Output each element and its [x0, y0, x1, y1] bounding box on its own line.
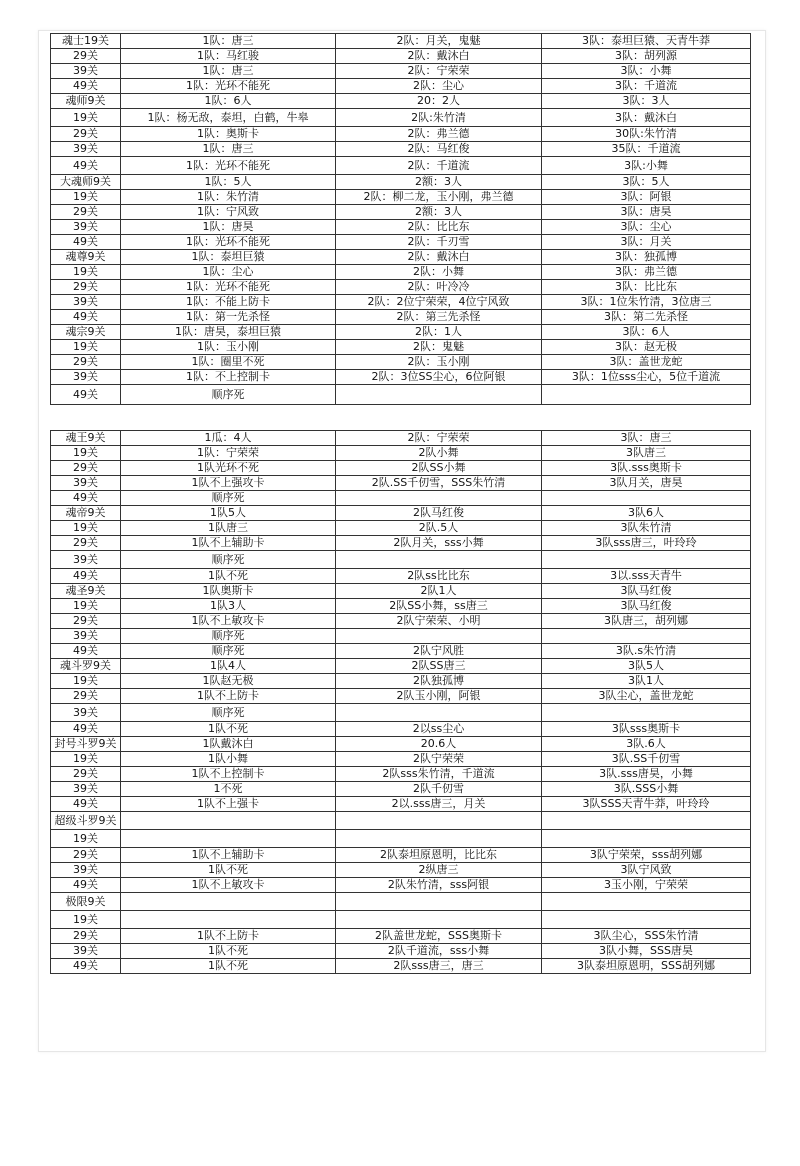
- team3-cell: [542, 704, 751, 722]
- table-row: [51, 944, 751, 959]
- stage-cell: 49关: [51, 310, 121, 325]
- team3-cell: 3以.sss天青牛: [542, 569, 751, 584]
- table-row: [51, 295, 751, 310]
- stage-cell: 49关: [51, 569, 121, 584]
- stage-cell: 49关: [51, 235, 121, 250]
- team3-cell: 3队：1位朱竹清，3位唐三: [542, 295, 751, 310]
- stage-cell: 19关: [51, 674, 121, 689]
- team2-cell: 2队：月关，鬼魅: [336, 34, 542, 49]
- table-row: [51, 959, 751, 974]
- stage-cell: 19关: [51, 265, 121, 280]
- table-row: [51, 34, 751, 49]
- table-row: [51, 569, 751, 584]
- team1-cell: 1队不死: [121, 959, 336, 974]
- team1-cell: 1队3人: [121, 599, 336, 614]
- team2-cell: 2队sss朱竹清，千道流: [336, 767, 542, 782]
- table-row: [51, 446, 751, 461]
- team3-cell: [542, 911, 751, 929]
- team2-cell: 2队：玉小刚: [336, 355, 542, 370]
- team3-cell: 3队.SS千仞雪: [542, 752, 751, 767]
- team1-cell: 1队唐三: [121, 521, 336, 536]
- team1-cell: [121, 911, 336, 929]
- team2-cell: 2队：柳二龙，玉小刚，弗兰德: [336, 190, 542, 205]
- team2-cell: 2队：戴沐白: [336, 250, 542, 265]
- team1-cell: 1队不上敏攻卡: [121, 614, 336, 629]
- team3-cell: 3队：赵无极: [542, 340, 751, 355]
- stage-cell: 39关: [51, 704, 121, 722]
- team3-cell: 3队：胡列源: [542, 49, 751, 64]
- strategy-table: [50, 33, 750, 974]
- table-row: [51, 370, 751, 385]
- team1-cell: 1队不死: [121, 944, 336, 959]
- team2-cell: 2队：千刃雪: [336, 235, 542, 250]
- table-row: [51, 94, 751, 109]
- team3-cell: 3队sss奥斯卡: [542, 722, 751, 737]
- table-row: [51, 491, 751, 506]
- team1-cell: 1队：杨无敌，泰坦，白鹤，牛皋: [121, 109, 336, 127]
- stage-cell: 29关: [51, 767, 121, 782]
- team3-cell: [542, 893, 751, 911]
- team2-cell: 2队马红俊: [336, 506, 542, 521]
- stage-cell: 39关: [51, 220, 121, 235]
- team3-cell: 3队1人: [542, 674, 751, 689]
- team3-cell: 3队：泰坦巨猿、天青牛莽: [542, 34, 751, 49]
- stage-cell: 29关: [51, 205, 121, 220]
- team3-cell: [542, 551, 751, 569]
- table-row: [51, 280, 751, 295]
- table-row: [51, 752, 751, 767]
- team1-cell: 1队不上防卡: [121, 689, 336, 704]
- team1-cell: 1队：6人: [121, 94, 336, 109]
- team1-cell: 1队：唐三: [121, 64, 336, 79]
- table-row: [51, 551, 751, 569]
- stage-cell: 19关: [51, 446, 121, 461]
- team2-cell: 2额：3人: [336, 175, 542, 190]
- team1-cell: 1队：马红骏: [121, 49, 336, 64]
- table-row: [51, 797, 751, 812]
- team2-cell: [336, 551, 542, 569]
- team3-cell: 3队马红俊: [542, 599, 751, 614]
- team3-cell: 3队：月关: [542, 235, 751, 250]
- team2-cell: 2队：第三先杀怪: [336, 310, 542, 325]
- team3-cell: 3队.6人: [542, 737, 751, 752]
- table-row: [51, 644, 751, 659]
- team1-cell: 1队：朱竹清: [121, 190, 336, 205]
- stage-cell: 魂士19关: [51, 34, 121, 49]
- table-row: [51, 190, 751, 205]
- team1-cell: 1队：圈里不死: [121, 355, 336, 370]
- team3-cell: 3队:小舞: [542, 157, 751, 175]
- section-gap-row: [51, 405, 751, 431]
- team1-cell: 1队：玉小刚: [121, 340, 336, 355]
- table-row: [51, 506, 751, 521]
- team2-cell: 2队1人: [336, 584, 542, 599]
- team2-cell: 2队:朱竹清: [336, 109, 542, 127]
- stage-cell: 39关: [51, 295, 121, 310]
- team1-cell: 1队：光环不能死: [121, 280, 336, 295]
- stage-cell: 19关: [51, 109, 121, 127]
- stage-cell: 魂师9关: [51, 94, 121, 109]
- team1-cell: 1队：唐三: [121, 142, 336, 157]
- team1-cell: 1队：唐昊，泰坦巨猿: [121, 325, 336, 340]
- team2-cell: 2队朱竹清，sss阿银: [336, 878, 542, 893]
- team2-cell: 2队：鬼魅: [336, 340, 542, 355]
- team1-cell: 1队不死: [121, 722, 336, 737]
- stage-cell: 39关: [51, 944, 121, 959]
- table-row: [51, 265, 751, 280]
- team1-cell: 1队不上防卡: [121, 929, 336, 944]
- stage-cell: 魂斗罗9关: [51, 659, 121, 674]
- team3-cell: [542, 830, 751, 848]
- stage-cell: 29关: [51, 355, 121, 370]
- table-row: [51, 704, 751, 722]
- team2-cell: [336, 704, 542, 722]
- stage-cell: 超级斗罗9关: [51, 812, 121, 830]
- team1-cell: 1队不上辅助卡: [121, 848, 336, 863]
- team1-cell: 顺序死: [121, 385, 336, 405]
- table-row: [51, 476, 751, 491]
- team3-cell: 3队sss唐三，叶玲玲: [542, 536, 751, 551]
- stage-cell: 39关: [51, 370, 121, 385]
- team1-cell: 顺序死: [121, 491, 336, 506]
- stage-cell: 魂王9关: [51, 431, 121, 446]
- team2-cell: 2队小舞: [336, 446, 542, 461]
- table-row: [51, 536, 751, 551]
- team1-cell: 1不死: [121, 782, 336, 797]
- team1-cell: 1队不死: [121, 863, 336, 878]
- table-row: [51, 674, 751, 689]
- table-row: [51, 340, 751, 355]
- table-row: [51, 767, 751, 782]
- team1-cell: 1队4人: [121, 659, 336, 674]
- table-row: [51, 812, 751, 830]
- team3-cell: 35队：千道流: [542, 142, 751, 157]
- table-row: [51, 848, 751, 863]
- team3-cell: 3队.sss唐昊，小舞: [542, 767, 751, 782]
- table-row: [51, 893, 751, 911]
- team3-cell: 3队：比比东: [542, 280, 751, 295]
- team3-cell: 3队朱竹清: [542, 521, 751, 536]
- stage-cell: 39关: [51, 476, 121, 491]
- gap-cell: [51, 405, 751, 431]
- team3-cell: 3队宁荣荣，sss胡列娜: [542, 848, 751, 863]
- stage-cell: 19关: [51, 521, 121, 536]
- stage-cell: 大魂师9关: [51, 175, 121, 190]
- stage-cell: 29关: [51, 536, 121, 551]
- table-row: [51, 235, 751, 250]
- stage-cell: 29关: [51, 614, 121, 629]
- table-body: [51, 34, 751, 974]
- table-row: [51, 614, 751, 629]
- stage-cell: 39关: [51, 64, 121, 79]
- team2-cell: [336, 629, 542, 644]
- table-row: [51, 109, 751, 127]
- team3-cell: [542, 491, 751, 506]
- table-row: [51, 142, 751, 157]
- team2-cell: 2队：宁荣荣: [336, 64, 542, 79]
- table-row: [51, 722, 751, 737]
- stage-cell: 极限9关: [51, 893, 121, 911]
- table-row: [51, 325, 751, 340]
- team1-cell: 1队不上强攻卡: [121, 476, 336, 491]
- table-row: [51, 929, 751, 944]
- team2-cell: 2队：马红俊: [336, 142, 542, 157]
- team2-cell: 2队SS小舞: [336, 461, 542, 476]
- team2-cell: 2队千仞雪: [336, 782, 542, 797]
- team1-cell: 1队不上控制卡: [121, 767, 336, 782]
- table-row: [51, 911, 751, 929]
- team3-cell: 3队：弗兰德: [542, 265, 751, 280]
- team2-cell: 2队独孤博: [336, 674, 542, 689]
- stage-cell: 49关: [51, 722, 121, 737]
- team3-cell: 3玉小刚，宁荣荣: [542, 878, 751, 893]
- team1-cell: 1队：光环不能死: [121, 157, 336, 175]
- team2-cell: 2队：1人: [336, 325, 542, 340]
- team3-cell: 3队.SSS小舞: [542, 782, 751, 797]
- team1-cell: 1队不死: [121, 569, 336, 584]
- team2-cell: 2队：千道流: [336, 157, 542, 175]
- table-row: [51, 205, 751, 220]
- stage-cell: 魂宗9关: [51, 325, 121, 340]
- team1-cell: 1队不上强卡: [121, 797, 336, 812]
- team2-cell: 2队：3位SS尘心，6位阿银: [336, 370, 542, 385]
- stage-cell: 29关: [51, 689, 121, 704]
- team1-cell: 1队：不能上防卡: [121, 295, 336, 310]
- table-row: [51, 584, 751, 599]
- team2-cell: 2以ss尘心: [336, 722, 542, 737]
- team1-cell: 顺序死: [121, 551, 336, 569]
- team2-cell: 2队宁荣荣: [336, 752, 542, 767]
- team1-cell: 顺序死: [121, 704, 336, 722]
- stage-cell: 29关: [51, 461, 121, 476]
- team3-cell: 3队月关，唐昊: [542, 476, 751, 491]
- table-row: [51, 79, 751, 94]
- team3-cell: 3队.sss奥斯卡: [542, 461, 751, 476]
- team3-cell: 3队尘心，盖世龙蛇: [542, 689, 751, 704]
- team2-cell: 2以.sss唐三，月关: [336, 797, 542, 812]
- stage-cell: 49关: [51, 491, 121, 506]
- table-row: [51, 175, 751, 190]
- team1-cell: 1队光环不死: [121, 461, 336, 476]
- team2-cell: 2队SS唐三: [336, 659, 542, 674]
- team1-cell: 1队不上辅助卡: [121, 536, 336, 551]
- team3-cell: 3队：唐昊: [542, 205, 751, 220]
- team1-cell: 1队：不上控制卡: [121, 370, 336, 385]
- team2-cell: [336, 893, 542, 911]
- team2-cell: 2队：尘心: [336, 79, 542, 94]
- team1-cell: 1队：光环不能死: [121, 79, 336, 94]
- stage-cell: 49关: [51, 878, 121, 893]
- table-row: [51, 629, 751, 644]
- team1-cell: 1队：奥斯卡: [121, 127, 336, 142]
- team1-cell: 1队5人: [121, 506, 336, 521]
- team3-cell: 3队SSS天青牛莽，叶玲玲: [542, 797, 751, 812]
- stage-cell: 29关: [51, 127, 121, 142]
- table-row: [51, 385, 751, 405]
- table-row: [51, 782, 751, 797]
- team3-cell: [542, 385, 751, 405]
- team3-cell: 3队：第二先杀怪: [542, 310, 751, 325]
- stage-cell: 49关: [51, 959, 121, 974]
- table-row: [51, 157, 751, 175]
- team1-cell: 1队赵无极: [121, 674, 336, 689]
- team3-cell: 3队：6人: [542, 325, 751, 340]
- team3-cell: 3队.s朱竹清: [542, 644, 751, 659]
- stage-cell: 39关: [51, 863, 121, 878]
- table-row: [51, 250, 751, 265]
- team2-cell: 2队：戴沐白: [336, 49, 542, 64]
- stage-cell: 19关: [51, 752, 121, 767]
- stage-cell: 49关: [51, 79, 121, 94]
- table-row: [51, 64, 751, 79]
- team1-cell: 1队：宁风致: [121, 205, 336, 220]
- team3-cell: 3队唐三: [542, 446, 751, 461]
- team2-cell: 20.6人: [336, 737, 542, 752]
- team1-cell: 顺序死: [121, 629, 336, 644]
- team3-cell: 3队：独孤博: [542, 250, 751, 265]
- team2-cell: 2队.SS千仞雪，SSS朱竹清: [336, 476, 542, 491]
- team3-cell: 3队：盖世龙蛇: [542, 355, 751, 370]
- team2-cell: 2额：3人: [336, 205, 542, 220]
- team2-cell: 2队：比比东: [336, 220, 542, 235]
- team3-cell: 3队小舞，SSS唐昊: [542, 944, 751, 959]
- table-row: [51, 220, 751, 235]
- team1-cell: 1队：唐三: [121, 34, 336, 49]
- team2-cell: 2队宁风胜: [336, 644, 542, 659]
- team1-cell: 1队奥斯卡: [121, 584, 336, 599]
- team2-cell: 2队宁荣荣、小明: [336, 614, 542, 629]
- team2-cell: 2队盖世龙蛇，SSS奥斯卡: [336, 929, 542, 944]
- team3-cell: 3队：唐三: [542, 431, 751, 446]
- table-row: [51, 878, 751, 893]
- stage-cell: 49关: [51, 644, 121, 659]
- team2-cell: 2队sss唐三，唐三: [336, 959, 542, 974]
- team3-cell: 3队尘心，SSS朱竹清: [542, 929, 751, 944]
- stage-cell: 19关: [51, 830, 121, 848]
- team1-cell: [121, 893, 336, 911]
- table-row: [51, 863, 751, 878]
- team3-cell: 30队:朱竹清: [542, 127, 751, 142]
- stage-cell: 29关: [51, 49, 121, 64]
- team1-cell: 1队：5人: [121, 175, 336, 190]
- team2-cell: 2队玉小刚，阿银: [336, 689, 542, 704]
- stage-cell: 39关: [51, 629, 121, 644]
- team1-cell: [121, 812, 336, 830]
- team2-cell: 2队：2位宁荣荣，4位宁风致: [336, 295, 542, 310]
- team3-cell: 3队：小舞: [542, 64, 751, 79]
- team3-cell: 3队6人: [542, 506, 751, 521]
- team1-cell: 1队小舞: [121, 752, 336, 767]
- team3-cell: 3队：1位sss尘心，5位千道流: [542, 370, 751, 385]
- team1-cell: 1队：光环不能死: [121, 235, 336, 250]
- team2-cell: [336, 491, 542, 506]
- stage-cell: 魂圣9关: [51, 584, 121, 599]
- table-row: [51, 49, 751, 64]
- team2-cell: 2队：宁荣荣: [336, 431, 542, 446]
- table-row: [51, 689, 751, 704]
- team2-cell: 2队ss比比东: [336, 569, 542, 584]
- team2-cell: 2队SS小舞，ss唐三: [336, 599, 542, 614]
- team1-cell: 1队不上敏攻卡: [121, 878, 336, 893]
- team1-cell: 1队：宁荣荣: [121, 446, 336, 461]
- table-row: [51, 355, 751, 370]
- team2-cell: 2队千道流，sss小舞: [336, 944, 542, 959]
- stage-cell: 39关: [51, 551, 121, 569]
- stage-cell: 29关: [51, 929, 121, 944]
- team3-cell: [542, 629, 751, 644]
- stage-cell: 封号斗罗9关: [51, 737, 121, 752]
- table-row: [51, 127, 751, 142]
- team2-cell: [336, 911, 542, 929]
- table-row: [51, 431, 751, 446]
- team3-cell: [542, 812, 751, 830]
- stage-cell: 29关: [51, 848, 121, 863]
- team1-cell: 1队：唐昊: [121, 220, 336, 235]
- team1-cell: 顺序死: [121, 644, 336, 659]
- table-row: [51, 830, 751, 848]
- table-row: [51, 599, 751, 614]
- team2-cell: 20：2人: [336, 94, 542, 109]
- team2-cell: 2队：弗兰德: [336, 127, 542, 142]
- team2-cell: [336, 830, 542, 848]
- stage-cell: 49关: [51, 797, 121, 812]
- team2-cell: 2队：小舞: [336, 265, 542, 280]
- team3-cell: 3队马红俊: [542, 584, 751, 599]
- team3-cell: 3队泰坦原恩明，SSS胡列娜: [542, 959, 751, 974]
- team3-cell: 3队：3人: [542, 94, 751, 109]
- team1-cell: 1瓜：4人: [121, 431, 336, 446]
- stage-cell: 魂帝9关: [51, 506, 121, 521]
- team3-cell: 3队：尘心: [542, 220, 751, 235]
- team2-cell: 2队泰坦原恩明，比比东: [336, 848, 542, 863]
- team3-cell: 3队：阿银: [542, 190, 751, 205]
- team3-cell: 3队唐三，胡列娜: [542, 614, 751, 629]
- stage-cell: 19关: [51, 911, 121, 929]
- team1-cell: 1队：泰坦巨猿: [121, 250, 336, 265]
- team3-cell: 3队：千道流: [542, 79, 751, 94]
- team2-cell: [336, 812, 542, 830]
- team3-cell: 3队：戴沐白: [542, 109, 751, 127]
- team3-cell: 3队：5人: [542, 175, 751, 190]
- stage-cell: 49关: [51, 157, 121, 175]
- stage-cell: 魂尊9关: [51, 250, 121, 265]
- team2-cell: [336, 385, 542, 405]
- team1-cell: 1队戴沐白: [121, 737, 336, 752]
- team2-cell: 2队：叶冷冷: [336, 280, 542, 295]
- stage-cell: 19关: [51, 340, 121, 355]
- table-row: [51, 521, 751, 536]
- stage-cell: 39关: [51, 142, 121, 157]
- team2-cell: 2纵唐三: [336, 863, 542, 878]
- stage-cell: 19关: [51, 599, 121, 614]
- team1-cell: 1队：第一先杀怪: [121, 310, 336, 325]
- stage-cell: 19关: [51, 190, 121, 205]
- team1-cell: 1队：尘心: [121, 265, 336, 280]
- table-row: [51, 659, 751, 674]
- stage-cell: 49关: [51, 385, 121, 405]
- team3-cell: 3队5人: [542, 659, 751, 674]
- table-row: [51, 461, 751, 476]
- table-row: [51, 310, 751, 325]
- table-row: [51, 737, 751, 752]
- stage-cell: 29关: [51, 280, 121, 295]
- stage-cell: 39关: [51, 782, 121, 797]
- team2-cell: 2队月关，sss小舞: [336, 536, 542, 551]
- team3-cell: 3队宁风致: [542, 863, 751, 878]
- team2-cell: 2队.5人: [336, 521, 542, 536]
- team1-cell: [121, 830, 336, 848]
